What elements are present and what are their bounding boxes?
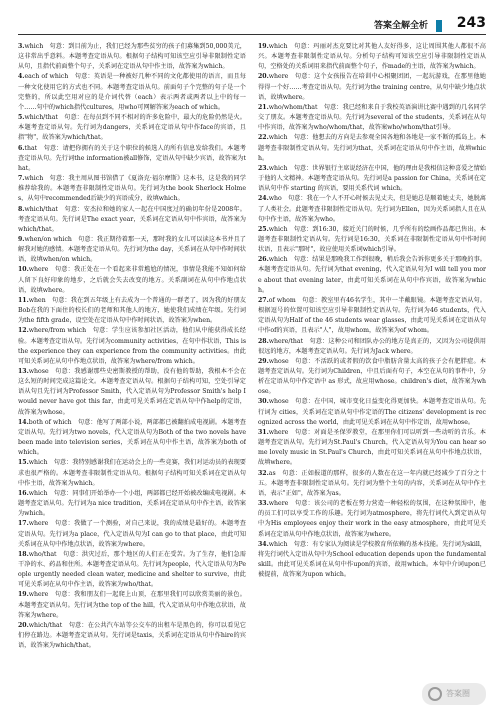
answer-columns [18,42,486,692]
answer-entry [18,550,246,591]
answer-number: 6. [18,144,25,152]
answer-number: 20. [18,621,29,629]
answer-number: 21. [258,103,269,111]
watermark [422,683,486,705]
answer-number: 10. [18,266,29,274]
answer-number: 34. [258,540,269,548]
answer-text: which 句意：玛丽对杰克要比对其他人友好得多，这让周围其他人都很不高兴。本题考查非限制性定语从句。分析句子结构可知该空应引导非限制性定语从句，空格处的关系词用来指代前面整个句子，作made的主语，故答案为which。 [258,43,486,71]
right-column [258,42,486,692]
answer-entry [18,144,246,174]
answer-text: who/whom/that 句意：我已经和来自于我校英语演讲比赛中遇到的几名同学交了朋友。本题考查定语从句。先行词为several of the students，关系词在从句中作宾语，故答案为who/whom/that，故答案who/whom/that引导。 [258,103,486,132]
answer-number: 16. [18,489,29,497]
answer-entry [18,418,246,459]
answer-text: which 句意：到目前为止，我们已经为那些贫穷的孩子们募集到50,000美元，这非常出乎意料。本题考查定语从句。根据句子结构可知该空应引导非限制性定语从句，且指代前面整个句子，关系词在定语从句中作主语，故答案为which。 [18,43,246,71]
header-accent-bar [436,20,442,32]
answer-entry [18,72,246,113]
watermark-text: 答案圈 [446,689,470,698]
page-number: 243 [456,15,486,31]
answer-entry [18,458,246,488]
answer-text: which 句意：世界银行主席说经济在中国，他的理由是我相信这种喜爱之情始于他的人文精神。本题考查定语从句。先行词是a passion for China，关系词在定语从句中作 starting 的宾语，要用关系代词 which。 [258,164,486,193]
answer-text: which 句意：我特别感谢我们在运动会上的一些竞赛，我们对运动员的表现要求也很严格的。本题考查非限制性定语从句。根据句子结构可知关系词在定语从句中作主语，故答案为which。 [18,459,246,487]
answer-number: 25. [258,225,269,233]
answer-entry [258,357,486,398]
answer-text: whose 句意：不活跃的或者假的饮食中脂肪含量太高的孩子会有肥胖症。本题考查定语从句。先行词为Children，中且后面有句子，本空在从句的事件中，分析在定语从句中作定语中 as 形式，故应用whose。children's diet，故答案为whose。 [258,357,486,396]
answer-text: whose 句意：我感谢那些史密斯教授的帮助，没有他的帮助，我根本不会在这么短的时间完成这篇论文。本题考查定语从句。根据句子结构可知，空处引导定语从句且先行词为Professor Smith，代入定语从句为Professor Smith's help I would never have got this far，由此可见关系词在定语从句中作help的定语，故答案为whose。 [18,368,246,416]
answer-number: 29. [258,357,269,365]
answer-text: each of which 句意：英语是一种被好几种不同的文化都使用的语言，而且每一种文化使用它的方式也不同。本题考查定语从句。前面句子个完整的句子是一个完整的，所以此空用对应的是介词代替（each）表示两者或两者以上中的每一个……句中的which指代cultures，用who可网解答案为each of which。 [18,73,246,111]
answer-entry [18,489,246,519]
answer-number: 31. [258,428,269,436]
answer-text: which 句意：结果是那晚我工作到很晚，稍后我会告诉你更多关于那晚的事。本题考查定语从句。先行词为that evening，代入定语从句为I will tell you more about that evening later，由此可知关系词在从句中作宾语，故答案为which。 [258,256,486,294]
answer-text: where/that 句意：这种公司和团队办公的地方是真正的，又因为公司提供用很远的地方，本题考查定语从句。先行词为Jack where。 [258,337,486,355]
answer-text: that 句意：请把你拥有的关于这个职位的候选人的所有信息发给我们。本题考查定语从句。先行词the information被all修饰，定语从句中缺少宾语，故答案为that。 [18,144,246,172]
answer-entry [258,225,486,255]
answer-entry [258,133,486,163]
answer-number: 18. [18,550,29,558]
answer-entry [258,296,486,337]
answer-entry [18,367,246,418]
answer-text: which 句意：有专家认为阅读是学校教育所依赖的基本技能。先行词为skill，将先行词代入定语从句中为School education depends upon the fundamental skill。由此可见关系词在从句中作upon的宾语，故用which。本句中介词upon已被提前，故答案为upon which。 [258,540,486,579]
answer-entry [18,265,246,295]
watermark-logo-icon [428,687,442,701]
answer-number: 19. [18,591,29,599]
answer-number: 28. [258,337,269,345]
answer-entry [258,540,486,581]
answer-number: 22. [258,134,269,142]
answer-text: when/on which 句意：我正期待着那一天，那时我的女儿可以读这本书并且了解我对她的感情。本题考查定语从句。先行词为the day，关系词在从句中作时间状语，故填when/on which。 [18,235,246,264]
answer-entry [258,164,486,194]
answer-entry [18,205,246,235]
answer-text: where 句意：我做了一个测验，对自己来说，我的成绩是最好的。本题考查定语从句。先行词为a place，代入定语从句为I can go to that place，由此可知关系词在从句中作地点状语，故答案为where。 [18,520,246,548]
answer-entry [18,590,246,620]
answer-number: 8. [18,205,25,213]
answer-number: 26. [258,256,269,264]
answer-text: who/that 句意：洪灾过后，那个地区的人们正在受苦。为了生存，他们急需干净的水、药品和住所。本题考查定语从句。先行词为people，代入定语从句为People urgently needed clean water, medicine and shelter to survive，由此可见关系词在从句中作主语，故答案为who/that。 [18,550,246,589]
answer-entry [258,397,486,427]
page-header [18,12,486,35]
answer-text: which/that 句意：在公共汽车站等公交车的出租车是黑色的，你可以看见它们停在路边。本题考查定语从句。先行词是taxis，关系词在定语从句中作hire的宾语，故答案为which/that。 [18,621,246,650]
answer-number: 17. [18,520,29,528]
answer-text: where 句意：该公司的老板在努力营造一种轻松的氛围，在这种氛围中，他的员工们可以享受工作的乐趣。先行词为atmosphere，将先行词代入到定语从句中为His employees enjoy their work in the easy atmosphere，由此可见关系词在定语从句中作地点状语，故答案为where。 [258,500,486,538]
answer-number: 24. [258,195,269,203]
answer-text: when 句意：我在到五年级上有去成为一个普通的一群老了，因为我的好朋友Bob在我的下面住的校长们的老师和其他人的地方，她使我们成绩在年级。先行词为the fifth grade，设空处在定语从句中作时间状语，故答案为when。 [18,296,246,325]
answer-entry [18,235,246,265]
left-column [18,42,246,692]
answer-entry [18,296,246,326]
answer-number: 11. [18,296,29,304]
answer-entry [258,255,486,296]
answer-text: where 句意：这个女孩报告在培训中心相聚团团，一起玩游戏，在那里他她得得一个好……考查定语从句。先行词为the training centre，从句中缺少地点状语，故填where。 [258,73,486,101]
answer-text: where 句意：我和朋友们一起爬上山顶，在那里我们可以欣赏美丽的景色。本题考查定语从句。先行词为the top of the hill，代入定语从句中作地点状语，故答案为where。 [18,591,246,619]
answer-entry [18,326,246,367]
answer-entry [258,72,486,102]
answer-text: both of which 句意：他写了两部小说，两部都已被翻拍成电视剧。本题考查定语从句。先行词为two novels，代入定语从句为Both of the two novels have been made into television series，关系词在从句中作主语，故答案为both of which。 [18,418,246,457]
answer-number: 3. [18,43,25,50]
answer-number: 33. [258,500,269,508]
answer-text: which/that 句意：在每员到不同不相对的许多危险中，最大的危险仍然是火。本题考查定语从句。先行词为dangers，关系词在定语从句中作face的宾语，且指"物"，故答案为which/that。 [18,114,246,142]
header-title: 答案全解全析 [373,21,428,31]
answer-entry [258,469,486,499]
answer-entry [258,103,486,133]
answer-entry [258,337,486,357]
answer-text: of whom 句意：教室里有46名学生，其中一半戴眼镜。本题考查定语从句。根据逗号的位置可知该空应引导非限制性定语从句。先行词为46 students，代入定语从句为Half of the 46 students wear glasses，由此可见关系词在定语从句中作of的宾语，且表示"人"，故用whom，故答案为of whom。 [258,296,486,335]
answer-text: where/from which 句意：学生应该参加社区活动，他们从中能获得成长经验。本题考查定语从句。先行词为community activities，在句中作状语，This is the experience they can experience from the community activities。由此可知关系词在从句中作地点状语，故答案为where/from which。 [18,327,246,365]
answer-entry [258,42,486,72]
answer-number: 13. [18,368,29,375]
answer-number: 30. [258,398,269,406]
answer-text: as 句意：正如报道的那样，很多的人数在在这一年内就已经减少了百分之十五。本题考查非限制性定语从句。先行词为整个主句的内容，关系词在从句中作主语，表示"正如"，故答案为as。 [258,469,486,497]
answer-number: 14. [18,418,29,426]
answer-entry [258,194,486,224]
answer-text: which 句意：我主周从图书馆借了《夏洛克·福尔摩斯》这本书，这是我的同学推荐给我的。本题考查非限制性定语从句。先行词为the book Sherlock Holmes，从句中recommended后缺少的宾语成分，故填which。 [18,175,246,203]
answer-number: 15. [18,459,29,467]
answer-entry [258,499,486,540]
answer-entry [18,42,246,72]
answer-number: 27. [258,296,269,304]
answer-text: which 句意：同事们开始举办一个小组，两部都已经开始被改编成电视剧。本题考查定语从句。先行词为a nice tradition，关系词在定语从句中作主语，故答案为which。 [18,489,246,518]
answer-number: 32. [258,469,269,477]
answer-entry [18,621,246,651]
answer-entry [18,113,246,143]
answer-text: which 句意：他想去的方向是去参观全国各地和各地是一家不断的孤岛上。本题考查非限制性定语从句。先行词为that，关系词在定语从句中作主语，故填which。 [258,134,486,162]
answer-number: 4. [18,73,25,81]
answer-text: where 句意：我正处在一个看起来非常尴尬的情况，事情是我能不知如何给人留下良好印象的地步，之后就会失去改变的地方。关系副词在从句中作地点状语，故填where。 [18,266,246,294]
answer-entry [18,174,246,204]
answer-text: whose 句意：在中国，城市变化日益变化得更加快。本题考查定语从句。先行词为 cities，关系词在定语从句中作定语的The citizens' development is recognized across the world，由此可见关系词在从句中作定语，故用whose。 [258,398,486,426]
answer-number: 23. [258,164,269,172]
answer-number: 12. [18,327,29,335]
answer-text: which/that 句意：安杰拉和她的家人一起在中国度过的确切年份是2008年。考查定语从句。先行词是The exact year，关系词在定语从句中作宾语，故答案为which/that。 [18,205,246,233]
answer-entry [258,428,486,469]
answer-number: 7. [18,175,25,183]
answer-text: who 句意：我在一个人不开心时候去见丈夫，但是她总是顺着她丈夫，她脱离了人类社会。此题考查非限制性定语从句。先行词为Ellen，因为关系词指人且在从句中作主语，故答案为who。 [258,195,486,223]
answer-number: 5. [18,114,25,122]
answer-number: 19. [258,43,269,50]
answer-text: which 句意：到16:30，接近关门的时候，几乎所有的绘画作品都已售出。本题考查非限制性定语从句。先行词是16:30，关系词在非限制性定语从句中作时间状语，且表示"那时"，故应使用关系词which引导。 [258,225,486,254]
answer-number: 20. [258,73,269,81]
answer-text: where 句意：对面是圣保罗教堂，在那里你们可以听到一些动听的音乐。本题考查定语从句。先行词为St.Paul's Church，代入定语从句为You can hear some lovely music in St.Paul's Church，由此可知关系词在从句中作地点状语，故填where。 [258,428,486,467]
answer-entry [18,519,246,549]
answer-number: 9. [18,235,25,243]
